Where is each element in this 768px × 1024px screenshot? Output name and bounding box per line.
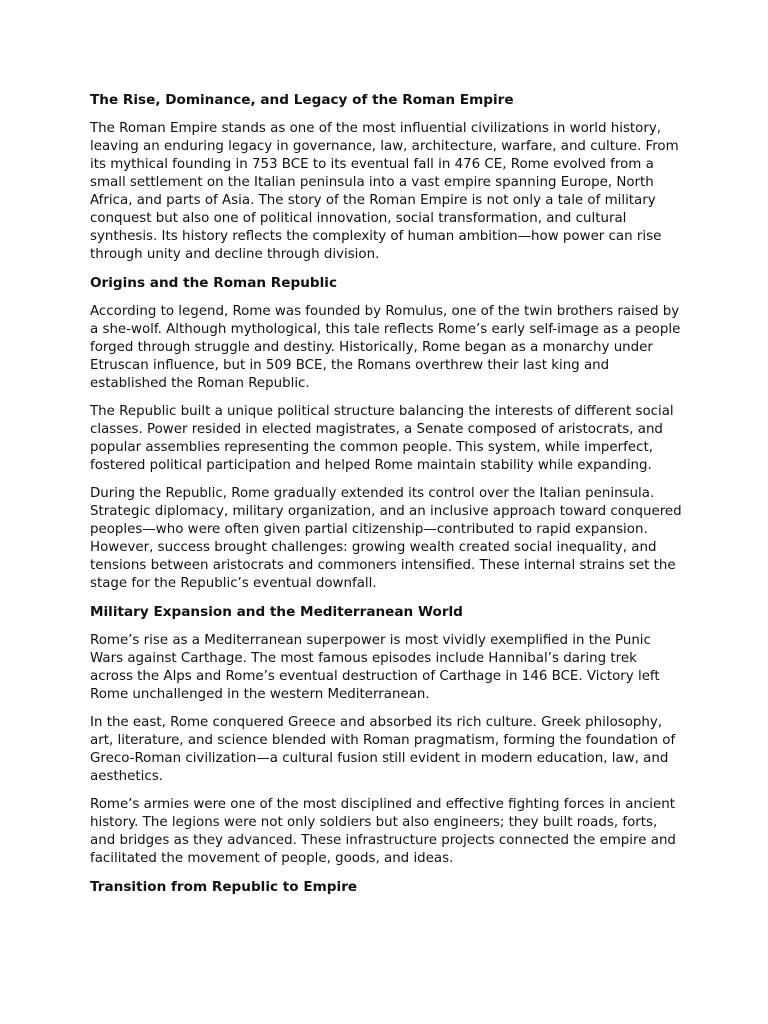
paragraph: The Republic built a unique political structure balancing the interests of different social classes. Power resided in elected magistrates, a Senate composed of aristocrats, and popular assemblies representing the common people. This system, while imperfect, fostered political participation and helped Rome maintain stability while expanding. bbox=[90, 404, 674, 473]
paragraph: During the Republic, Rome gradually extended its control over the Italian peninsula. Strategic diplomacy, military organization, and an inclusive approach toward conquered peoples—who were often given partial citizenship—contributed to rapid expansion. However, success brought challenges: growing wealth created social inequality, and tensions between aristocrats and commoners intensified. These internal strains set the stage for the Republic’s eventual downfall. bbox=[90, 486, 682, 591]
section-heading-origins: Origins and the Roman Republic bbox=[90, 275, 338, 291]
paragraph: Rome’s rise as a Mediterranean superpower is most vividly exemplified in the Punic Wars against Carthage. The most famous episodes include Hannibal’s daring trek across the Alps and Rome’s eventual destruction of Carthage in 146 BCE. Victory left Rome unchallenged in the western Mediterranean. bbox=[90, 633, 660, 702]
paragraph: According to legend, Rome was founded by Romulus, one of the twin brothers raised by a she-wolf. Although mythological, this tale reflects Rome’s early self-image as a people forged through struggle and destiny. Historically, Rome began as a monarchy under Etruscan influence, but in 509 BCE, the Romans overthrew their last king and established the Roman Republic. bbox=[90, 304, 681, 391]
document-title: The Rise, Dominance, and Legacy of the Roman Empire bbox=[90, 92, 514, 108]
paragraph: In the east, Rome conquered Greece and absorbed its rich culture. Greek philosophy, art, literature, and science blended with Roman pragmatism, forming the foundation of Greco-Roman civilization—a cultural fusion still evident in modern education, law, and aesthetics. bbox=[90, 715, 676, 784]
intro-paragraph: The Roman Empire stands as one of the most influential civilizations in world history, leaving an enduring legacy in governance, law, architecture, warfare, and culture. From its mythical founding in 753 BCE to its eventual fall in 476 CE, Rome evolved from a small settlement on the Italian peninsula into a vast empire spanning Europe, North Africa, and parts of Asia. The story of the Roman Empire is not only a tale of military conquest but also one of political innovation, social transformation, and cultural synthesis. Its history reflects the complexity of human ambition—how power can rise through unity and decline through division. bbox=[90, 121, 679, 262]
section-heading-military-expansion: Military Expansion and the Mediterranean World bbox=[90, 604, 463, 620]
paragraph: Rome’s armies were one of the most disciplined and effective fighting forces in ancient history. The legions were not only soldiers but also engineers; they built roads, forts, and bridges as they advanced. These infrastructure projects connected the empire and facilitated the movement of people, goods, and ideas. bbox=[90, 797, 676, 866]
document-page bbox=[90, 91, 682, 907]
section-heading-transition: Transition from Republic to Empire bbox=[90, 879, 358, 895]
